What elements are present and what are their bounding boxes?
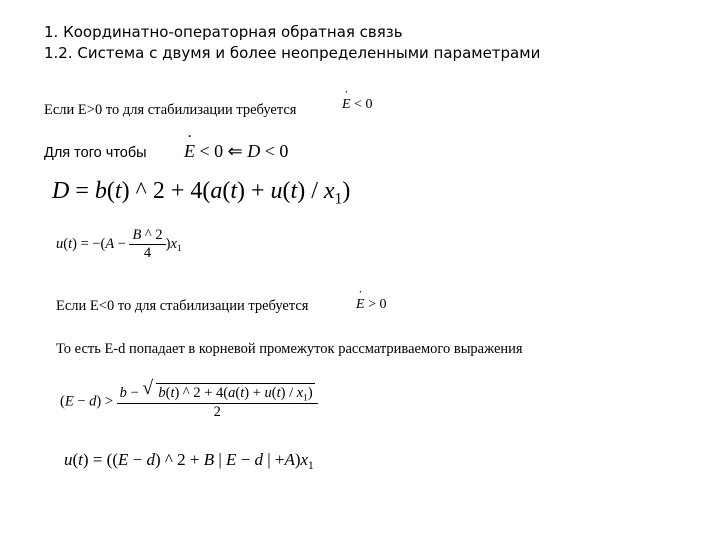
formula-implication: ˙ E < 0 ⇐ D < 0: [184, 141, 288, 162]
slide-title-line1: 1. Координатно-операторная обратная связь: [44, 23, 403, 41]
formula-u-root: u(t) = ((E − d) ^ 2 + B | E − d | $+A)x_1$: [64, 450, 314, 472]
text-if-positive: Если E>0 то для стабилизации требуется: [44, 102, 297, 118]
text-root-interval: То есть E-d попадает в корневой промежуток рассматриваемого выражения: [56, 341, 523, 357]
text-if-negative: Если E<0 то для стабилизации требуется: [56, 298, 309, 314]
formula-inequality: (E − d) > b − √ b(t) ^ $2 + 4(a(t) + u(t) / x_1)$ 2: [60, 383, 318, 421]
formula-edot-less-zero: ˙ E < 0: [342, 97, 372, 113]
formula-edot-greater-zero: ˙ E > 0: [356, 297, 386, 313]
slide-title-line2: 1.2. Система с двумя и более неопределенными параметрами: [44, 44, 541, 62]
text-in-order: Для того чтобы: [44, 145, 147, 161]
formula-u-stabilizing: u(t) = −(A − $\frac{B \^{} 2}{4}$ )$x_1$: [56, 227, 182, 261]
formula-D: D = b(t) ^ $2 + 4(a(t) + u(t) / x_1)$: [52, 178, 351, 208]
